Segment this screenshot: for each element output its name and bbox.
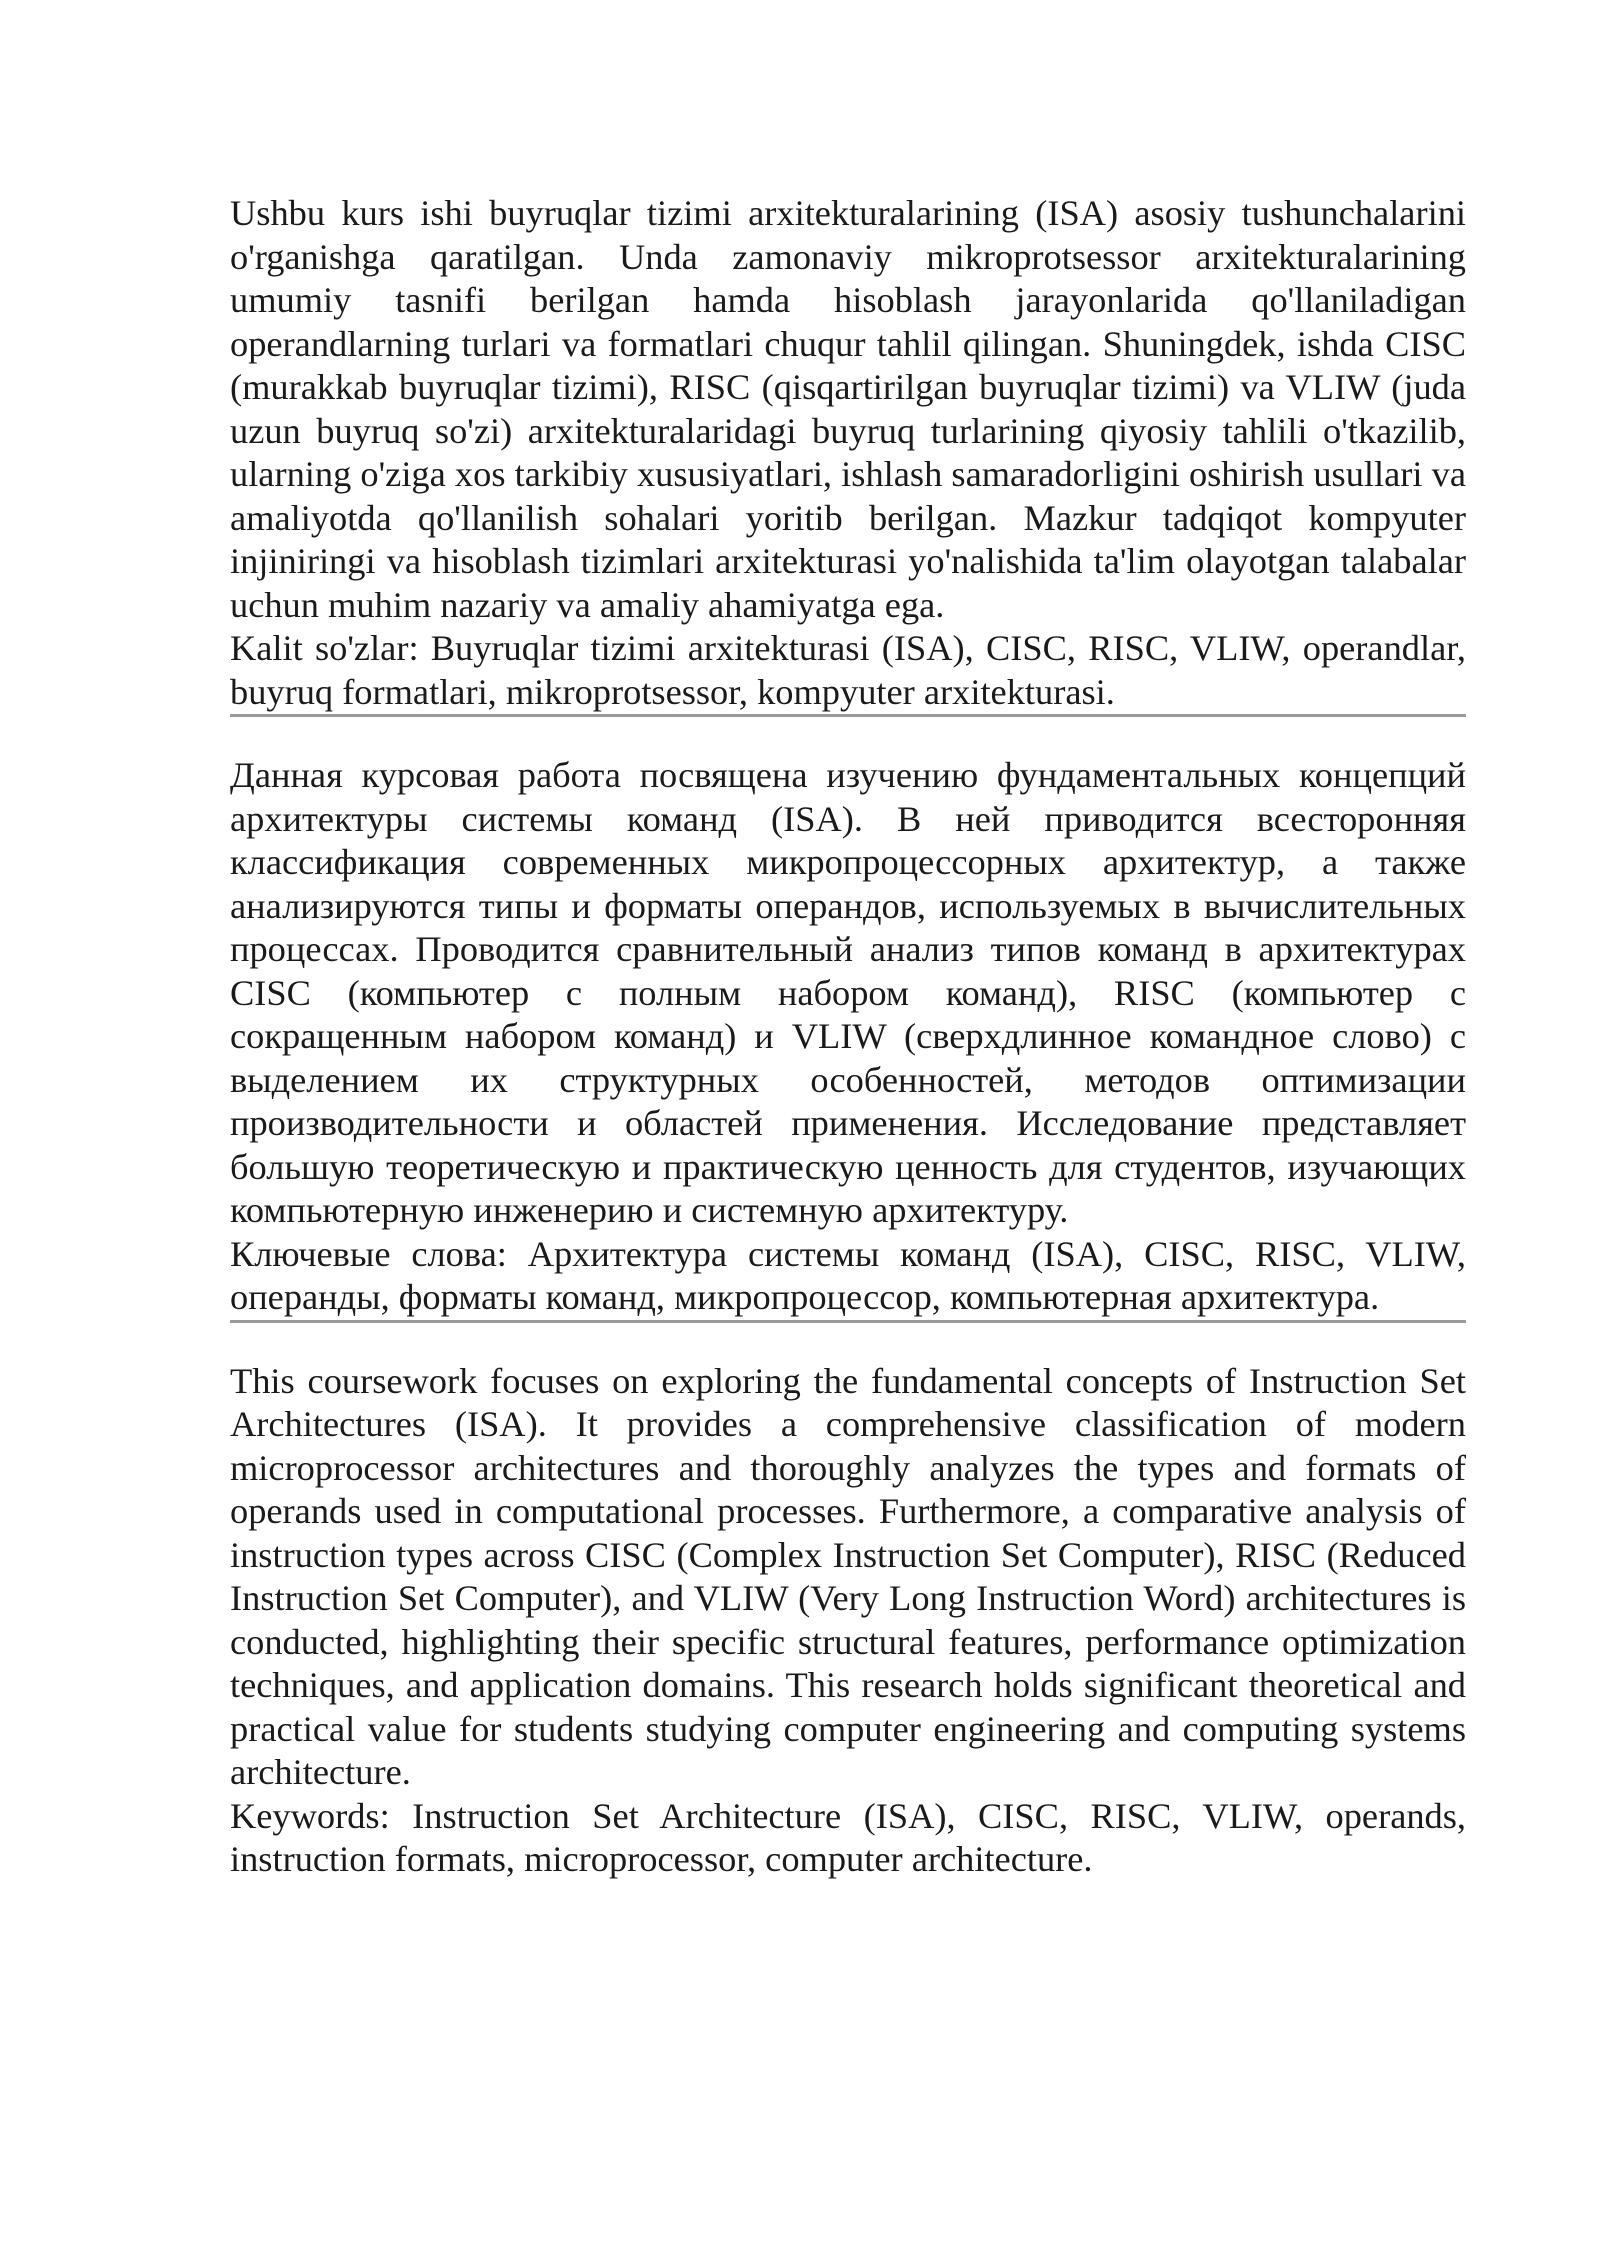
document-page <box>230 192 1466 1882</box>
abstract-body-english: This coursework focuses on exploring the fundamental concepts of Instruction Set Architectures (ISA). It provides a comprehensive classification of modern microprocessor architectures and thoroughly analyzes the types and formats of operands used in computational processes. Furthermore, a comparative analysis of instruction types across CISC (Complex Instruction Set Computer), RISC (Reduced Instruction Set Computer), and VLIW (Very Long Instruction Word) architectures is conducted, highlighting their specific structural features, performance optimization techniques, and application domains. This research holds significant theoretical and practical value for students studying computer engineering and computing systems architecture. <box>230 1360 1466 1792</box>
keywords-english: Keywords: Instruction Set Architecture (ISA), CISC, RISC, VLIW, operands, instruction formats, microprocessor, computer architecture. <box>230 1795 1466 1879</box>
abstract-russian <box>230 754 1466 1320</box>
section-divider <box>230 1320 1466 1323</box>
abstract-body-uzbek: Ushbu kurs ishi buyruqlar tizimi arxitekturalarining (ISA) asosiy tushunchalarini o'rganishga qaratilgan. Unda zamonaviy mikroprotsessor arxitekturalarining umumiy tasnifi berilgan hamda hisoblash jarayonlarida qo'llaniladigan operandlarning turlari va formatlari chuqur tahlil qilingan. Shuningdek, ishda CISC (murakkab buyruqlar tizimi), RISC (qisqartirilgan buyruqlar tizimi) va VLIW (juda uzun buyruq so'zi) arxitekturalaridagi buyruq turlarining qiyosiy tahlili o'tkazilib, ularning o'ziga xos tarkibiy xususiyatlari, ishlash samaradorligini oshirish usullari va amaliyotda qo'llanilish sohalari yoritib berilgan. Mazkur tadqiqot kompyuter injiniringi va hisoblash tizimlari arxitekturasi yo'nalishida ta'lim olayotgan talabalar uchun muhim nazariy va amaliy ahamiyatga ega. <box>230 193 1466 625</box>
abstract-english <box>230 1360 1466 1882</box>
abstract-uzbek <box>230 192 1466 714</box>
abstract-body-russian: Данная курсовая работа посвящена изучению фундаментальных концепций архитектуры системы команд (ISA). В ней приводится всесторонняя классификация современных микропроцессорных архитектур, а также анализируются типы и форматы операндов, используемых в вычислительных процессах. Проводится сравнительный анализ типов команд в архитектурах CISC (компьютер с полным набором команд), RISC (компьютер с сокращенным набором команд) и VLIW (сверхдлинное командное слово) с выделением их структурных особенностей, методов оптимизации производительности и областей применения. Исследование представляет большую теоретическую и практическую ценность для студентов, изучающих компьютерную инженерию и системную архитектуру. <box>230 755 1466 1230</box>
keywords-uzbek: Kalit so'zlar: Buyruqlar tizimi arxitekturasi (ISA), CISC, RISC, VLIW, operandlar, buyruq formatlari, mikroprotsessor, kompyuter arxitekturasi. <box>230 628 1466 712</box>
keywords-russian: Ключевые слова: Архитектура системы команд (ISA), CISC, RISC, VLIW, операнды, форматы команд, микропроцессор, компьютерная архитектура. <box>230 1233 1466 1317</box>
section-divider <box>230 714 1466 717</box>
